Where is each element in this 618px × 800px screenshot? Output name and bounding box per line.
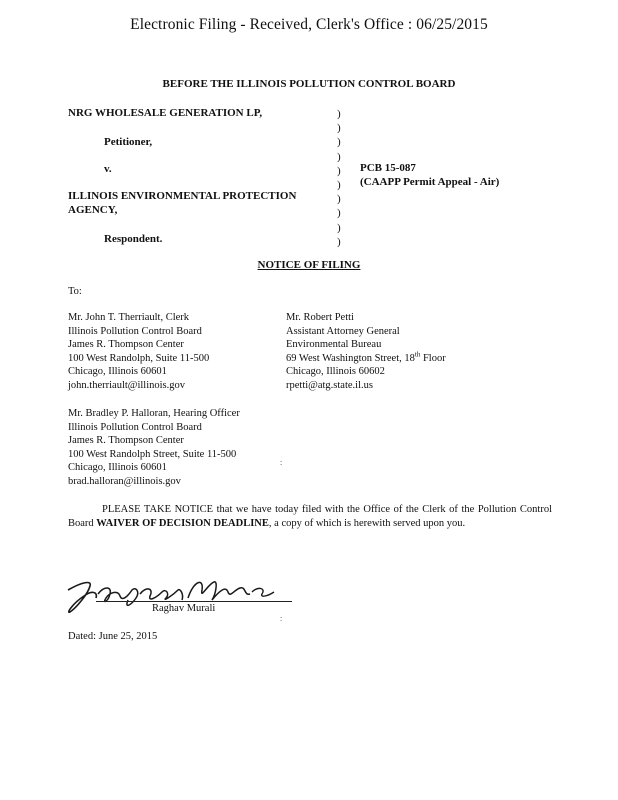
halloran-city: Chicago, Illinois 60601 (68, 462, 167, 474)
to-label: To: (68, 286, 82, 297)
petitioner-name: NRG WHOLESALE GENERATION LP, (68, 107, 263, 119)
board-title: BEFORE THE ILLINOIS POLLUTION CONTROL BOARD (162, 78, 456, 90)
filed-document-title: WAIVER OF DECISION DEADLINE (96, 517, 269, 529)
petti-email: rpetti@atg.state.il.us (286, 379, 373, 391)
caption-paren-column (337, 107, 341, 249)
notice-body-paragraph: PLEASE TAKE NOTICE that we have today filed with the Office of the Clerk of the Pollution Control Board WAIVER OF DECISION DEADLINE, a copy of which is herewith served upon you. (68, 504, 552, 529)
petitioner-label: Petitioner, (104, 136, 153, 148)
petti-title: Assistant Attorney General (286, 325, 400, 337)
clerk-street: 100 West Randolph, Suite 11-500 (68, 352, 210, 364)
halloran-street: 100 West Randolph Street, Suite 11-500 (68, 448, 237, 460)
caption-paren: ) (337, 136, 341, 149)
halloran-org: Illinois Pollution Control Board (68, 421, 202, 433)
clerk-building: James R. Thompson Center (68, 339, 184, 351)
clerk-email: john.therriault@illinois.gov (68, 379, 185, 391)
electronic-filing-header: Electronic Filing - Received, Clerk's Office : 06/25/2015 (130, 16, 488, 33)
caption-paren: ) (337, 179, 341, 192)
petti-dept: Environmental Bureau (286, 339, 382, 351)
halloran-building: James R. Thompson Center (68, 435, 184, 447)
caption-paren: ) (337, 164, 341, 177)
case-number: PCB 15-087 (360, 162, 416, 174)
respondent-name-line1: ILLINOIS ENVIRONMENTAL PROTECTION (68, 190, 297, 202)
caption-paren: ) (337, 221, 341, 234)
signer-name: Raghav Murali (152, 603, 216, 614)
notice-of-filing-title: NOTICE OF FILING (257, 259, 361, 271)
petti-city: Chicago, Illinois 60602 (286, 366, 385, 378)
caption-paren: ) (337, 150, 341, 163)
dated-line: Dated: June 25, 2015 (68, 631, 158, 642)
caption-paren: ) (337, 207, 341, 220)
signature-line (96, 601, 292, 602)
clerk-org: Illinois Pollution Control Board (68, 325, 202, 337)
stray-mark: : (280, 458, 283, 467)
clerk-name: Mr. John T. Therriault, Clerk (68, 312, 190, 323)
petti-street: 69 West Washington Street, 18th Floor (286, 350, 446, 364)
caption-paren: ) (337, 235, 341, 248)
case-type: (CAAPP Permit Appeal - Air) (360, 176, 500, 188)
stray-mark: : (280, 614, 283, 623)
handwritten-signature (62, 568, 302, 623)
caption-paren: ) (337, 193, 341, 206)
halloran-email: brad.halloran@illinois.gov (68, 475, 181, 487)
respondent-name-line2: AGENCY, (68, 204, 118, 216)
halloran-name: Mr. Bradley P. Halloran, Hearing Officer (68, 408, 240, 419)
caption-paren: ) (337, 122, 341, 135)
address-block-petti (286, 311, 446, 393)
caption-paren: ) (337, 108, 341, 120)
clerk-city: Chicago, Illinois 60601 (68, 366, 167, 378)
respondent-label: Respondent. (104, 233, 163, 245)
address-block-halloran (68, 407, 240, 489)
versus-label: v. (104, 163, 112, 175)
petti-name: Mr. Robert Petti (286, 312, 354, 323)
address-block-clerk (68, 311, 209, 393)
